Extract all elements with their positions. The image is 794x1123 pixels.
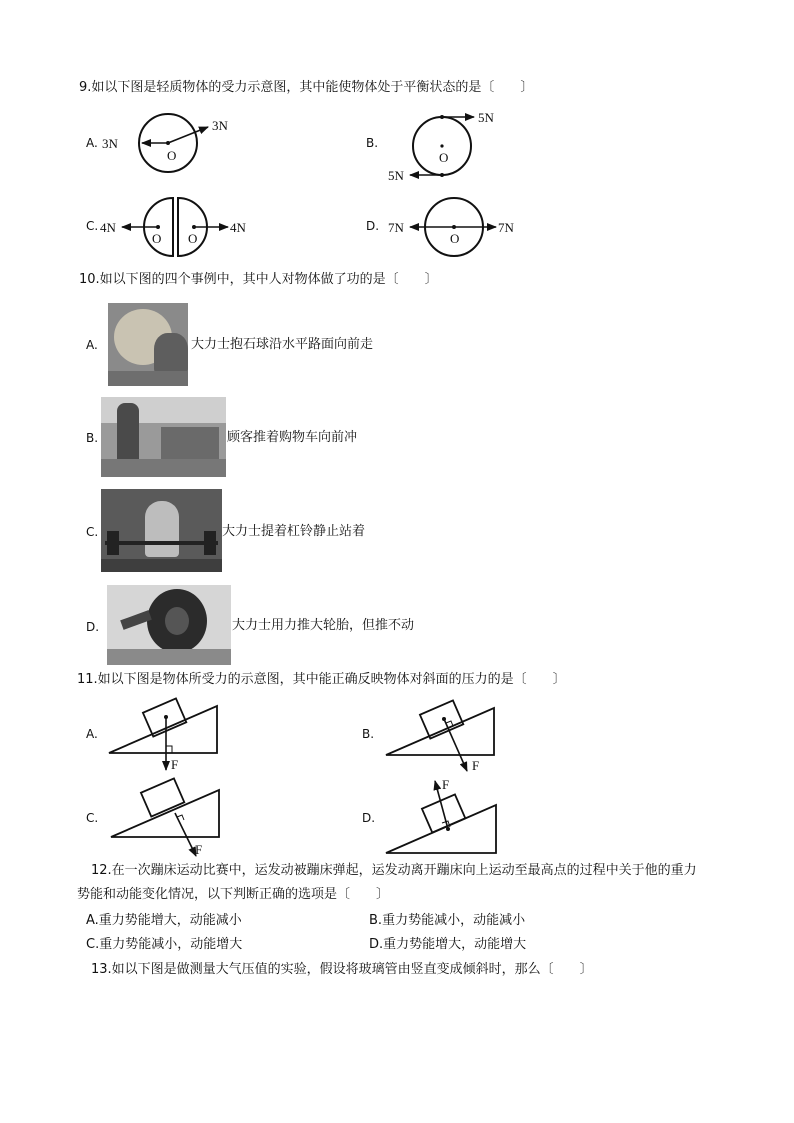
q10-caption-c: 大力士提着杠铃静止站着 (222, 524, 366, 539)
q11b-force: F (472, 758, 480, 773)
q12-option-a-label: A. (86, 913, 99, 928)
q11d-force: F (442, 777, 450, 792)
q9a-center: O (167, 148, 177, 163)
q12-option-c[interactable] (86, 936, 242, 954)
q9-figure-a (98, 108, 248, 178)
q10-option-b-label[interactable]: B. (86, 431, 99, 445)
q12-option-b-text: 重力势能减小，动能减小 (382, 913, 526, 928)
q9-option-a-label[interactable]: A. (86, 136, 98, 150)
q11-stem: 11.如以下图是物体所受力的示意图，其中能正确反映物体对斜面的压力的是〔 〕 (77, 672, 566, 687)
q10-stem: 10.如以下图的四个事例中，其中人对物体做了功的是〔 〕 (79, 272, 438, 287)
q12-option-c-text: 重力势能减小，动能增大 (99, 937, 243, 952)
q11-option-a-label[interactable]: A. (86, 727, 98, 741)
q10-option-d-label[interactable]: D. (86, 620, 100, 634)
q12-option-a[interactable] (86, 912, 242, 930)
q13-stem: 13.如以下图是做测量大气压值的实验，假设将玻璃管由竖直变成倾斜时，那么〔 〕 (91, 962, 593, 977)
q9c-center-right: O (188, 231, 198, 246)
q12-option-d-text: 重力势能增大，动能增大 (383, 937, 527, 952)
q10-photo-d-tire (107, 585, 231, 665)
q12-stem-line2: 势能和动能变化情况，以下判断正确的选项是〔 〕 (77, 887, 390, 902)
q9d-center: O (450, 231, 460, 246)
q10-photo-b-shopping-cart (101, 397, 226, 477)
q9b-center: O (439, 150, 449, 165)
q11-figure-d (382, 775, 507, 859)
q12-option-b[interactable] (369, 912, 525, 930)
q9c-left-force: 4N (100, 220, 116, 235)
q11-figure-b (382, 695, 507, 775)
q9c-center-left: O (152, 231, 162, 246)
q9-option-c-label[interactable]: C. (86, 219, 99, 233)
q12-option-d-label: D. (369, 937, 384, 952)
q10-photo-a-stone-ball (108, 303, 188, 386)
q11-figure-c (107, 779, 232, 859)
q12-option-c-label: C. (86, 937, 100, 952)
q11a-force: F (171, 757, 179, 772)
q10-caption-a: 大力士抱石球沿水平路面向前走 (191, 337, 374, 352)
q9b-bottom-force: 5N (388, 168, 404, 183)
q9a-right-force: 3N (212, 118, 228, 133)
q10-option-a-label[interactable]: A. (86, 338, 98, 352)
q9-option-d-label[interactable]: D. (366, 219, 380, 233)
q10-photo-c-barbell (101, 489, 222, 572)
q9d-right-force: 7N (498, 220, 514, 235)
q10-option-c-label[interactable]: C. (86, 525, 99, 539)
q9c-right-force: 4N (230, 220, 246, 235)
q9b-top-force: 5N (478, 110, 494, 125)
q9-figure-d (384, 193, 534, 259)
q9-stem: 9.如以下图是轻质物体的受力示意图，其中能使物体处于平衡状态的是〔 〕 (79, 80, 534, 95)
q12-stem-line1: 12.在一次蹦床运动比赛中，运发动被蹦床弹起，运发动离开蹦床向上运动至最高点的过程中关于他的重力 (91, 863, 697, 878)
q11-option-b-label[interactable]: B. (362, 727, 375, 741)
q12-option-b-label: B. (369, 913, 383, 928)
q11-option-d-label[interactable]: D. (362, 811, 376, 825)
q11c-force: F (195, 842, 203, 857)
q9-option-b-label[interactable]: B. (366, 136, 379, 150)
q9a-left-force: 3N (102, 136, 118, 151)
q9-figure-c (100, 193, 260, 259)
q12-option-a-text: 重力势能增大，动能减小 (98, 913, 242, 928)
q10-caption-b: 顾客推着购物车向前冲 (227, 430, 358, 445)
q10-caption-d: 大力士用力推大轮胎，但推不动 (232, 618, 415, 633)
q12-option-d[interactable] (369, 936, 526, 954)
q11-figure-a (105, 695, 230, 775)
q11-option-c-label[interactable]: C. (86, 811, 99, 825)
q9d-left-force: 7N (388, 220, 404, 235)
q9-figure-b (386, 108, 516, 188)
